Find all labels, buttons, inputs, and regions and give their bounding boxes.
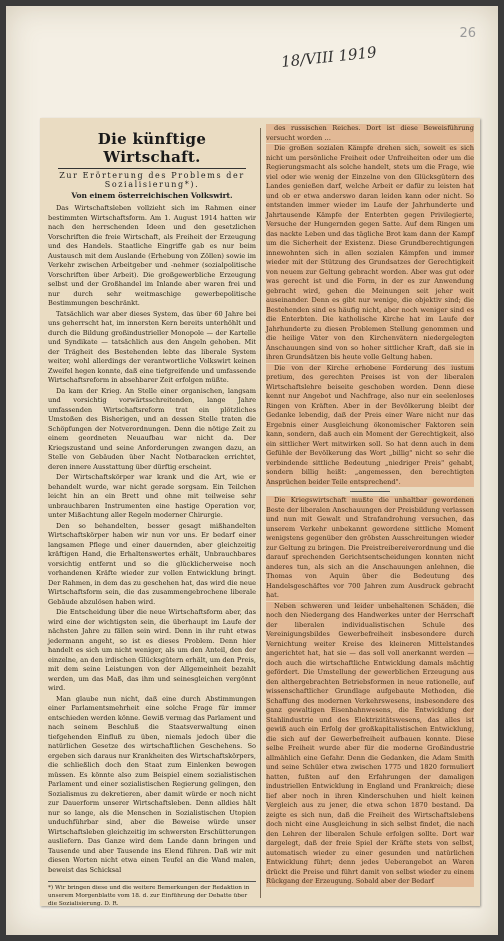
right-column xyxy=(266,124,474,888)
paragraph: Man glaube nun nicht, daß eine durch Abstimmungen einer Parlamentsmehrheit eine solche Frage für immer entschieden werden könne. Gewiß vermag das Parlament und nach seinem Beschluß die Staatsverwaltung einen tiefgehenden Einfluß zu üben, niemals jedoch über die natürlichen Gesetze des wirtschaftlichen Geschehens. So ergeben sich daraus nur Krankheiten des Wirtschaftskörpers, die schließlich doch den Staat zum Einlenken bewogen müssen. Es könnte also zum Beispiel einem sozialistischen Parlament und einer sozialistischen Regierung gelingen, den Sozialismus zu dekretieren, aber damit würde er noch nicht zur Dauerform unserer Wirtschaftsleben. Denn alldies hält nur so lange, als die Menschen in Sozialistischen Utopien unduchführbar sind, aber die Beweise würde unser Wirtschaftsleben gleichzeitig im schwersten Erschütterungen ausliefern. Das Ganze wird dem Lande dann bringen und Tausende und aber Tausende ins Elend führen. Daß wir mit diesen Worten nicht etwa einen Teufel an die Wand malen, beweist das Schicksal xyxy=(48,694,256,874)
column-divider xyxy=(260,128,261,898)
handwritten-date: 18/VIII 1919 xyxy=(280,43,378,71)
page-number: 26 xyxy=(459,26,476,41)
paragraph: Die von der Kirche erhobene Forderung des iustum pretium, des gerechten Preises ist von der liberalen Wirtschaftslehre beiseite geschoben worden. Denn diese kennt nur Angebot und Nachfrage, also nur ein seelenloses Ringen von Kräften. Aber in der Bevölkerung bleibt der Gedanke lebendig, daß der Preis einer Ware nicht nur das Ergebnis einer Ausgleichung ökonomischer Faktoren sein kann, sondern, daß auch ein Moment der Gerechtigkeit, also ein sittlicher Wert mitwirken soll. So hat denn auch in dem Gefühle der Bevölkerung das Wort „billig" nicht so sehr die verbindende sittliche Bedeutung „niedriger Preis" gehabt, sondern billig heißt: „angemessen, den berechtigten Ansprüchen beider Teile entsprechend". xyxy=(266,363,474,486)
title-rule xyxy=(58,168,246,169)
footnote: *) Wir bringen diese und die weitere Bemerkungen der Redaktion in unserem Morgenblatte vom 18. d. zur Einführung der Debatte über die Sozialisierung. D. R. xyxy=(48,881,256,908)
left-column xyxy=(48,126,256,908)
paragraph: Den so behandelten, besser gesagt mißhandelten Wirtschaftskörper haben wir nun vor uns. Er bedarf einer langsamen Pflege und einer dauernden, aber gleichzeitig kräftigen Hand, die Erhaltenswertes erhält, Unbrauchbares vorsichtig entfernt und so die glücklicherweise noch vorhandenen Kräfte wieder zur vollen Entwicklung bringt. Der Rahmen, in dem das zu geschehen hat, das wird die neue Wirtschaftsform sein, die das zusammengebrochene liberale Gebäude abzulösen haben wird. xyxy=(48,521,256,606)
section-separator xyxy=(350,491,390,492)
paragraph: Der Wirtschaftskörper war krank und die Art, wie er behandelt wurde, war nicht gerade sorgsam. Ein Teilchen leicht hin an ein Brett und ohne mit teilweise sehr unbrauchbaren Instrumenten eine hastige Operation vor, unter Mißachtung aller Regeln moderner Chirurgie. xyxy=(48,473,256,519)
paragraph: des russischen Reiches. Dort ist diese Beweisführung versucht worden … xyxy=(266,124,474,142)
paragraph: Die Entscheidung über die neue Wirtschaftsform aber, das wird eine der wichtigsten sein, die überhaupt im Laufe der nächsten Jahre zu fällen sein wird. Denn in ihr ruht etwas jedermann angeht, so ist es dieses Problem. Denn hier handelt es sich um nicht weniger, als um den Anteil, den der einzelne, an den irdischen Glücksgütern erhält, um den Preis, mit dem seine Leistungen von der Allgemeinheit bezahlt werden, um das Maß, das ihm und seinesgleichen vergönnt wird. xyxy=(48,608,256,692)
article-subtitle: Zur Erörterung des Problems der Sozialisierung*). xyxy=(59,171,245,189)
paragraph: Da kam der Krieg. An Stelle einer organischen, langsam und vorsichtig vorwärtsschreitenden, lange Jahre umfassenden Wirtschaftsreform trat ein plötzliches Umstoßen des Bisherigen, und an dessen Stelle traten die Schöpfungen der Notverordnungen. Denn die nötige Zeit zu einem geordneten Neuaufbau war nicht da. Der Kriegszustand und seine Anforderungen zwangen dazu, an Stelle von Gebäuden über Nacht Notbaracken errichtet, deren innere Ausstattung über dürftig erscheint. xyxy=(48,386,256,471)
paragraph: Tatsächlich war aber dieses System, das über 60 Jahre bei uns geherrscht hat, im innersten Kern bereits unterhöhlt und durch die Bildung großindustrieller Monopole — der Kartelle und Syndikate — tatsächlich aus den Angeln gehoben. Mit der Trägheit des Bestehenden lebte das liberale System weiter, wohl allerdings der verantwortliche Volkswirt keinen Zweifel hegen konnte, daß eine tiefgreifende und umfassende Wirtschaftsreform in absehbarer Zeit erfolgen müßte. xyxy=(48,309,256,384)
paragraph: Die Kriegswirtschaft mußte die unhaltbar gewordenen Beste der liberalen Anschauungen der Preisbildung verlassen und nun mit Gewalt und Strafandrohung versuchen, das unserem Verkehr unbekannt gewordene sittliche Moment wenigstens gegenüber den gröbsten Ausschreitungen wieder zur Geltung zu bringen. Die Preistreibereiverordnung und die darauf sprechenden Gerichtsentscheidungen konnten nicht anderes tun, als sich an die Anschauungen anlehnen, die Thomas von Aquin über die Bedeutung des Handelsgeschäftes vor 700 Jahren zum Ausdruck gebracht hat. xyxy=(266,496,474,599)
article-title: Die künftige Wirtschaft. xyxy=(97,130,207,166)
paragraph: Neben schweren und leider unbehaltenen Schäden, die noch den Niedergang des Handwerkes unter der Herrschaft der liberalen individualistischen Schule des Vereinigungsbildes Gewerbefreiheit insbesondere durch Vernichtung weiter Kreise des kleineren Mittelstandes angerichtet hat, hat sie — das soll voll anerkannt werden — doch auch die wirtschaftliche Entwicklung damals mächtig gefördert. Die Umstellung der gewerblichen Erzeugung aus den althergebrachten Betriebsformen in neue rationelle, auf wissenschaftlicher Grundlage aufgebaute Methoden, die Schaffung des modernen Verkehrswesens, insbesondere des ganz gewaltigen Eisenbahnwesens, die Entwicklung der Stahlindustrie und des Elektrizitätswesens, das alles ist gewiß auch ein Erfolg der großkapitalistischen Entwicklung, die sich auf der Gewerbefreiheit aufbauen konnte. Diese selbe Freiheit wurde aber für die moderne Großindustrie allmählich eine Gefahr. Denn die Gedanken, die Adam Smith und seine Schüler etwa zwischen 1775 und 1820 formuliert hatten, fußten auf den Erfahrungen der damaligen industriellen Entwicklung in England und Frankreich; diese lief aber noch in ihren Kinderschuhen und hielt keinen Vergleich aus zu jener, die etwa schon 1870 bestand. Da zeigte es sich nun, daß die Freiheit des Wirtschaftslebens doch nicht eine Ausgleichung in sich selbst findet, die nach den Lehren der liberalen Schule erfolgen sollte. Dort war dargelegt, daß der freie Spiel der Kräfte stets von selbst, automatisch wieder zu einer gesunden und natürlichen Entwicklung führt; denn jedes Ueberangebot an Waren drückt die Preise und führt damit von selbst wieder zu einem Rückgang der Erzeugung. Sobald aber der Bedarf xyxy=(266,601,474,885)
paragraph: Die großen sozialen Kämpfe drehen sich, soweit es sich nicht um persönliche Freiheit oder Unfreiheiten oder um die Regierungsmacht als solche handelt, stets um die Frage, wie viel oder wie wenig der Einzelne von den Glücksgütern des Landes genießen darf, welche Arbeit er dafür zu leisten hat und ob er etwa anderswo daran leiden kann oder nicht. So entstanden immer wieder im Laufe der Jahrhunderte und Jahrtausende Kämpfe der Enterbten gegen Privilegierte, Versuche der Hungernden gegen Satte. Auf dem Ringen um das nackte Leben und das tägliche Brot kam dann der Kampf um die Sicherheit der Existenz. Diese Grundberechtigungen innewohnten sich in allen sozialen Kämpfen und immer wieder mit der Stützung des Grundsatzes der Gerechtigkeit von neuem zur Geltung gebracht worden. Aber was gut oder was gerecht ist und die Form, in der es zur Anwendung gebracht wird, gehen die Meinungen seit jeher weit auseinander. Denn es gibt nur wenige, die objektiv sind; die Bestehenden sind es häufig nicht, aber noch weniger sind es die Enterbten. Die katholische Kirche hat im Laufe der Jahrhunderte zu diesen Problemen Stellung genommen und die heilige Väter von den Kirchenvätern niedergelegten Anschauungen sind von so hoher sittlicher Kraft, daß sie in ihren Grundsätzen bis heute volle Geltung haben. xyxy=(266,144,474,361)
article-byline: Von einem österreichischen Volkswirt. xyxy=(71,191,233,200)
newspaper-clipping xyxy=(40,118,480,906)
paragraph: Das Wirtschaftsleben vollzieht sich im Rahmen einer bestimmten Wirtschaftsform. Am 1. August 1914 hatten wir nach den herrschenden Ideen und den gesetzlichen Vorschriften die freie Wirtschaft, als Freiheit der Erzeugung und des Handels. Staatliche Eingriffe gab es nur beim Austausch mit dem Auslande (Erhebung von Zöllen) sowie im Verkehr zwischen Arbeitgeber und -nehmer (sozialpolitische Vorschriften über Arbeit). Die großgewerbliche Erzeugung selbst und der Großhandel im Inlande aber waren frei und nur durch sehr weitmaschige gewerbepolitische Bestimmungen beschränkt. xyxy=(48,204,256,307)
